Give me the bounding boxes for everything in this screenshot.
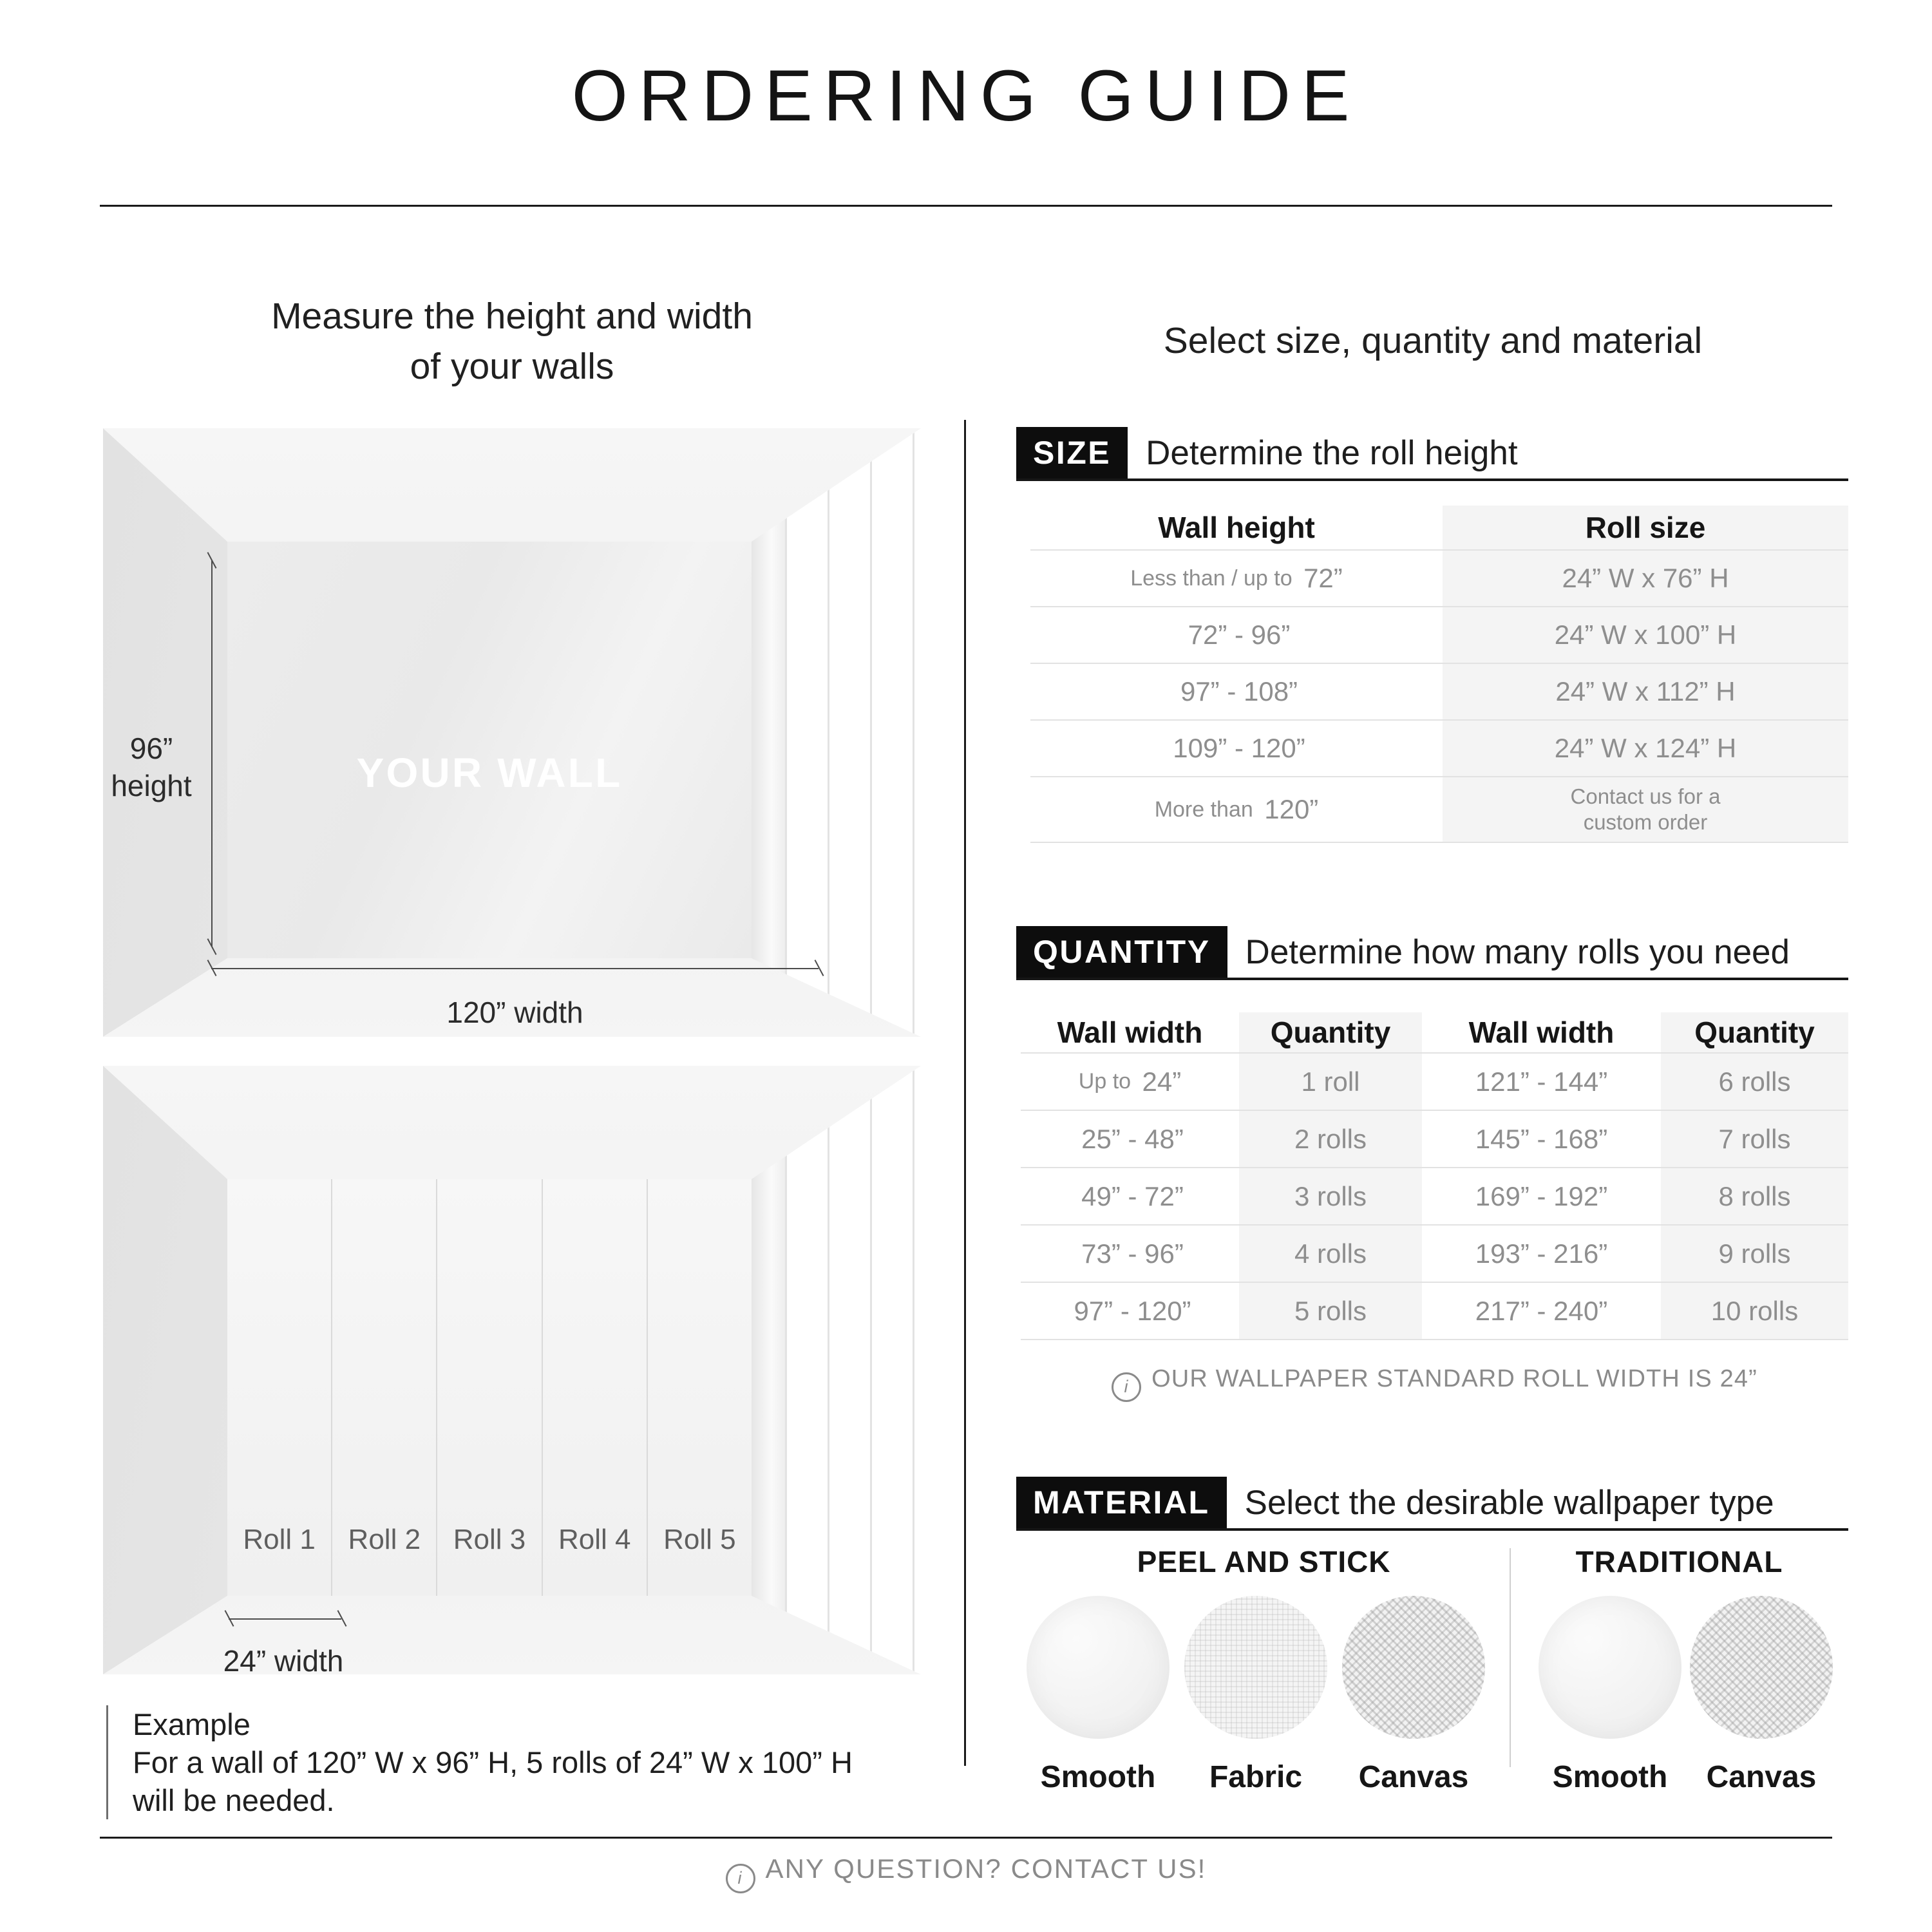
wall-width-value: 193” - 216” [1475,1238,1608,1269]
page-title: ORDERING GUIDE [571,55,1361,136]
wall-width-value: 217” - 240” [1475,1295,1608,1326]
quantity-value: 1 roll [1301,1066,1360,1097]
size-table-row [1030,777,1848,843]
quantity-value: 8 rolls [1718,1180,1791,1211]
material-group-divider [1510,1548,1511,1767]
footer-contact-text: ANY QUESTION? CONTACT US! [765,1853,1207,1884]
example-block [106,1705,938,1819]
size-table-row [1030,551,1848,607]
wall-height-value: 72” [1303,563,1343,593]
roll-size-cell [1443,551,1848,606]
quantity-table-row [1021,1283,1848,1340]
swatch-traditional-canvas [1684,1596,1839,1795]
roll-width-dimension-line [229,1618,341,1620]
column-divider [964,420,966,1766]
material-section-title: Select the desirable wallpaper type [1244,1483,1774,1522]
peel-and-stick-group-label: PEEL AND STICK [1137,1545,1391,1578]
roll-label: Roll 4 [558,1524,631,1555]
example-line2: will be needed. [133,1783,335,1817]
roll-label: Roll 1 [243,1524,316,1555]
standard-roll-width-text: OUR WALLPAPER STANDARD ROLL WIDTH IS 24” [1151,1365,1757,1392]
roll-panel [227,1179,332,1596]
roll-width-dimension-label: 24” width [223,1644,344,1678]
roll-size-cell [1443,721,1848,776]
quantity-table [1021,1012,1848,1340]
wall-height-prefix: More than [1154,797,1260,822]
traditional-group-label: TRADITIONAL [1575,1545,1783,1578]
material-section-header [1016,1477,1848,1531]
fabric-texture-icon [1184,1596,1327,1739]
quantity-value: 6 rolls [1718,1066,1791,1097]
quantity-badge: QUANTITY [1016,926,1227,978]
wall-width-value: 73” - 96” [1081,1238,1184,1269]
your-wall-label: YOUR WALL [356,749,623,796]
select-heading: Select size, quantity and material [1163,320,1703,361]
swatch-label: Smooth [1552,1760,1668,1794]
measure-heading-line1: Measure the height and width [271,296,753,337]
wall-width-prefix: Up to [1078,1069,1137,1094]
wall-width-value: 97” - 120” [1074,1295,1191,1326]
footer-divider [100,1837,1832,1839]
roll-size-value: Contact us for a custom order [1570,784,1721,834]
height-value: 96” [129,732,173,765]
wall-width-cell [1021,1111,1239,1167]
quantity-value: 2 rolls [1294,1123,1367,1154]
wall-width-cell [1422,1283,1661,1339]
measure-heading-line2: of your walls [410,346,614,387]
swatch-label: Canvas [1706,1760,1817,1794]
example-heading: Example [133,1707,251,1741]
quantity-section-title: Determine how many rolls you need [1245,933,1790,971]
size-table-row [1030,664,1848,721]
info-icon: i [1112,1372,1141,1402]
wall-height-value: 109” - 120” [1173,733,1305,763]
roll-size-cell [1443,607,1848,663]
canvas-texture-icon [1342,1596,1485,1739]
height-dimension-line [211,560,213,947]
example-line1: For a wall of 120” W x 96” H, 5 rolls of 24” W x 100” H [133,1745,853,1779]
qty-col-quantity: Quantity [1239,1012,1422,1052]
info-icon: i [726,1864,755,1893]
wall-width-value: 24” [1142,1066,1182,1097]
qty-col-wall-width: Wall width [1057,1016,1203,1049]
quantity-cell [1661,1283,1848,1339]
quantity-section-header [1016,926,1848,980]
wall-height-cell [1030,721,1443,776]
wall-height-cell [1030,607,1443,663]
your-wall-surface [227,542,752,958]
quantity-cell [1661,1111,1848,1167]
wall-width-value: 25” - 48” [1081,1123,1184,1154]
roll-size-value: 24” W x 124” H [1554,733,1737,763]
quantity-cell [1661,1168,1848,1224]
quantity-value: 7 rolls [1718,1123,1791,1154]
roll-size-cell [1443,777,1848,842]
room-illustration-measure [103,428,921,1037]
quantity-cell [1239,1054,1422,1110]
swatch-label: Canvas [1358,1760,1469,1794]
quantity-table-row [1021,1054,1848,1111]
wall-width-cell [1422,1054,1661,1110]
size-col-roll-size: Roll size [1443,506,1848,549]
quantity-value: 5 rolls [1294,1295,1367,1326]
size-section-header [1016,427,1848,481]
roll-size-value: 24” W x 112” H [1555,676,1736,706]
roll-panel [437,1179,542,1596]
measure-heading [103,291,921,392]
wall-height-value: 120” [1264,794,1319,824]
roll-panel [648,1179,752,1596]
wall-width-cell [1422,1226,1661,1282]
wall-width-cell [1021,1054,1239,1110]
wall-height-cell [1030,551,1443,606]
qty-col-wall-width: Wall width [1468,1016,1615,1049]
quantity-value: 9 rolls [1718,1238,1791,1269]
swatch-peel-fabric [1179,1596,1333,1795]
size-table-row [1030,721,1848,777]
swatch-peel-canvas [1336,1596,1491,1795]
quantity-value: 4 rolls [1294,1238,1367,1269]
roll-label: Roll 2 [348,1524,421,1555]
size-table [1030,506,1848,843]
wall-height-value: 72” - 96” [1188,620,1291,650]
roll-panel [332,1179,437,1596]
roll-label: Roll 5 [663,1524,736,1555]
quantity-cell [1239,1168,1422,1224]
width-dimension-label: 120” width [446,996,583,1029]
smooth-texture-icon [1539,1596,1681,1739]
wall-height-cell [1030,664,1443,719]
width-dimension-line [211,968,819,969]
roll-size-value: 24” W x 100” H [1554,620,1737,650]
quantity-cell [1661,1054,1848,1110]
wall-width-cell [1021,1226,1239,1282]
wall-width-value: 145” - 168” [1475,1123,1608,1154]
roll-size-value: 24” W x 76” H [1562,563,1729,593]
quantity-table-row [1021,1226,1848,1283]
canvas-texture-icon [1690,1596,1833,1739]
roll-label: Roll 3 [453,1524,526,1555]
window-glass [785,1066,921,1674]
quantity-value: 3 rolls [1294,1180,1367,1211]
roll-panel-wall [227,1179,752,1596]
quantity-table-row [1021,1111,1848,1168]
wall-width-cell [1021,1168,1239,1224]
wall-width-cell [1021,1283,1239,1339]
roll-panel [543,1179,648,1596]
size-table-row [1030,607,1848,664]
swatch-label: Smooth [1040,1760,1156,1794]
wall-height-prefix: Less than / up to [1130,565,1299,591]
quantity-table-row [1021,1168,1848,1226]
quantity-cell [1661,1226,1848,1282]
wall-width-cell [1422,1111,1661,1167]
quantity-cell [1239,1226,1422,1282]
smooth-texture-icon [1027,1596,1170,1739]
quantity-cell [1239,1283,1422,1339]
roll-size-cell [1443,664,1848,719]
swatch-peel-smooth [1021,1596,1175,1795]
size-section-title: Determine the roll height [1146,433,1518,472]
height-word: height [111,769,192,802]
wall-width-value: 49” - 72” [1081,1180,1184,1211]
room-illustration-rolls [103,1066,921,1678]
size-col-wall-height: Wall height [1158,511,1315,544]
footer-contact-note [0,1853,1932,1893]
wall-height-value: 97” - 108” [1180,676,1298,706]
standard-roll-width-note [1021,1365,1848,1402]
wall-width-value: 121” - 144” [1475,1066,1608,1097]
swatch-traditional-smooth [1533,1596,1687,1795]
wall-height-cell [1030,777,1443,842]
qty-col-quantity: Quantity [1661,1012,1848,1052]
header-divider [100,205,1832,207]
size-badge: SIZE [1016,427,1128,478]
material-badge: MATERIAL [1016,1477,1227,1528]
wall-width-value: 169” - 192” [1475,1180,1608,1211]
size-table-header-row [1030,506,1848,551]
quantity-cell [1239,1111,1422,1167]
swatch-label: Fabric [1209,1760,1303,1794]
quantity-value: 10 rolls [1710,1295,1799,1326]
window-glass [785,428,921,1037]
wall-width-cell [1422,1168,1661,1224]
height-dimension-label [103,730,200,804]
quantity-table-header-row [1021,1012,1848,1054]
